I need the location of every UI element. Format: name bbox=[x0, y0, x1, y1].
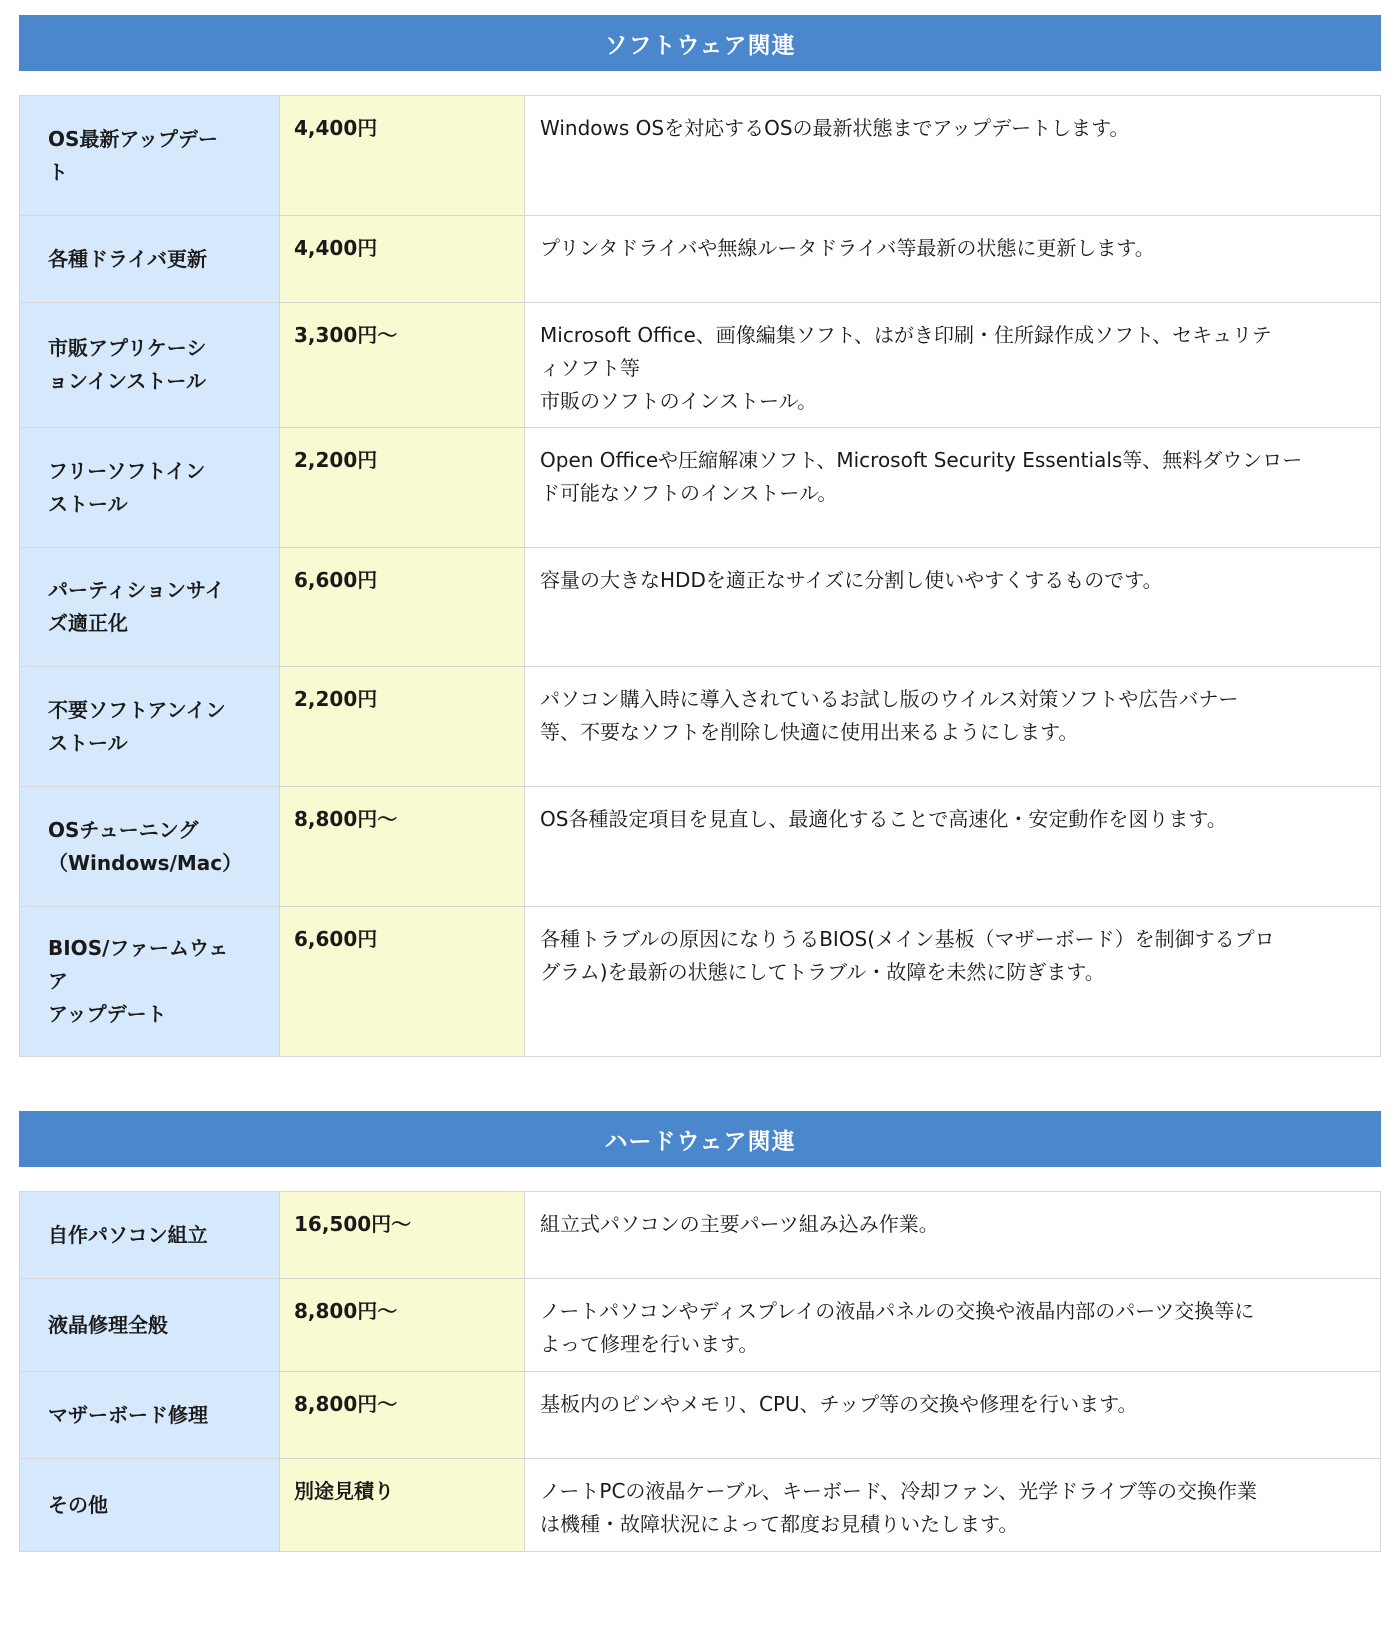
description-text: ノートPCの液晶ケーブル、キーボード、冷却ファン、光学ドライブ等の交換作業 は機種・故障状況によって都度お見積りいたします。 bbox=[540, 1479, 1258, 1536]
table-row bbox=[20, 216, 1381, 303]
description-cell bbox=[525, 1459, 1381, 1552]
price-cell bbox=[280, 1279, 525, 1372]
service-name-cell bbox=[20, 428, 280, 548]
table-row bbox=[20, 1459, 1381, 1552]
service-name: 不要ソフトアンイン ストール bbox=[48, 697, 226, 755]
description-text: 容量の大きなHDDを適正なサイズに分割し使いやすくするものです。 bbox=[540, 568, 1163, 592]
table-row bbox=[20, 1279, 1381, 1372]
price-cell bbox=[280, 303, 525, 428]
price-cell bbox=[280, 1192, 525, 1279]
price-value: 3,300円〜 bbox=[294, 323, 398, 347]
description-text: パソコン購入時に導入されているお試し版のウイルス対策ソフトや広告バナー 等、不要なソフトを削除し快適に使用出来るようにします。 bbox=[540, 687, 1239, 744]
service-name: マザーボード修理 bbox=[48, 1402, 208, 1427]
description-text: プリンタドライバや無線ルータドライバ等最新の状態に更新します。 bbox=[540, 236, 1155, 260]
service-name-cell bbox=[20, 96, 280, 216]
price-value: 8,800円〜 bbox=[294, 1299, 398, 1323]
service-name-cell bbox=[20, 667, 280, 787]
description-text: Windows OSを対応するOSの最新状態までアップデートします。 bbox=[540, 116, 1130, 140]
price-value: 2,200円 bbox=[294, 687, 378, 711]
description-text: 組立式パソコンの主要パーツ組み込み作業。 bbox=[540, 1212, 939, 1236]
description-text: ノートパソコンやディスプレイの液晶パネルの交換や液晶内部のパーツ交換等に よって修理を行います。 bbox=[540, 1299, 1255, 1356]
price-cell bbox=[280, 1372, 525, 1459]
table-row bbox=[20, 428, 1381, 548]
description-text: Microsoft Office、画像編集ソフト、はがき印刷・住所録作成ソフト、セキュリテ ィソフト等 市販のソフトのインストール。 bbox=[540, 323, 1272, 413]
table-row bbox=[20, 1372, 1381, 1459]
price-value: 8,800円〜 bbox=[294, 807, 398, 831]
price-cell bbox=[280, 1459, 525, 1552]
service-name-cell bbox=[20, 787, 280, 907]
service-name-cell bbox=[20, 1192, 280, 1279]
price-value: 4,400円 bbox=[294, 116, 378, 140]
description-cell bbox=[525, 667, 1381, 787]
service-name-cell bbox=[20, 1372, 280, 1459]
service-name: BIOS/ファームウェ ア アップデート bbox=[48, 936, 229, 1026]
price-value: 16,500円〜 bbox=[294, 1212, 412, 1236]
description-cell bbox=[525, 907, 1381, 1057]
service-name-cell bbox=[20, 1279, 280, 1372]
service-name: その他 bbox=[48, 1492, 108, 1517]
description-cell bbox=[525, 96, 1381, 216]
description-text: Open Officeや圧縮解凍ソフト、Microsoft Security Essentials等、無料ダウンロー ド可能なソフトのインストール。 bbox=[540, 448, 1303, 505]
table-row bbox=[20, 1192, 1381, 1279]
service-name-cell bbox=[20, 216, 280, 303]
description-text: OS各種設定項目を見直し、最適化することで高速化・安定動作を図ります。 bbox=[540, 807, 1227, 831]
description-text: 基板内のピンやメモリ、CPU、チップ等の交換や修理を行います。 bbox=[540, 1392, 1138, 1416]
price-cell bbox=[280, 548, 525, 667]
price-value: 6,600円 bbox=[294, 927, 378, 951]
service-name-cell bbox=[20, 907, 280, 1057]
description-cell bbox=[525, 1192, 1381, 1279]
table-row bbox=[20, 548, 1381, 667]
description-cell bbox=[525, 428, 1381, 548]
service-name: 自作パソコン組立 bbox=[48, 1222, 208, 1247]
description-text: 各種トラブルの原因になりうるBIOS(メイン基板（マザーボード）を制御するプロ グラム)を最新の状態にしてトラブル・故障を未然に防ぎます。 bbox=[540, 927, 1275, 984]
service-name-cell bbox=[20, 303, 280, 428]
software-section-header: ソフトウェア関連 bbox=[19, 15, 1381, 71]
service-name-cell bbox=[20, 548, 280, 667]
table-row bbox=[20, 907, 1381, 1057]
price-value: 4,400円 bbox=[294, 236, 378, 260]
price-cell bbox=[280, 216, 525, 303]
table-row bbox=[20, 303, 1381, 428]
description-cell bbox=[525, 1372, 1381, 1459]
service-name-cell bbox=[20, 1459, 280, 1552]
service-name: 市販アプリケーシ ョンインストール bbox=[48, 336, 207, 393]
description-cell bbox=[525, 548, 1381, 667]
service-name: フリーソフトイン ストール bbox=[48, 458, 206, 516]
table-row bbox=[20, 787, 1381, 907]
service-name: パーティションサイ ズ適正化 bbox=[48, 578, 225, 635]
hardware-price-table bbox=[19, 1191, 1381, 1552]
table-row bbox=[20, 667, 1381, 787]
description-cell bbox=[525, 303, 1381, 428]
price-value: 8,800円〜 bbox=[294, 1392, 398, 1416]
price-cell bbox=[280, 667, 525, 787]
price-cell bbox=[280, 907, 525, 1057]
service-name: 各種ドライバ更新 bbox=[48, 246, 207, 271]
price-cell bbox=[280, 787, 525, 907]
description-cell bbox=[525, 787, 1381, 907]
price-cell bbox=[280, 96, 525, 216]
price-value: 6,600円 bbox=[294, 568, 378, 592]
table-row bbox=[20, 96, 1381, 216]
software-price-table bbox=[19, 95, 1381, 1057]
description-cell bbox=[525, 1279, 1381, 1372]
service-name: OSチューニング （Windows/Mac） bbox=[48, 817, 243, 875]
hardware-section-header: ハードウェア関連 bbox=[19, 1111, 1381, 1167]
description-cell bbox=[525, 216, 1381, 303]
price-value: 2,200円 bbox=[294, 448, 378, 472]
service-name: 液晶修理全般 bbox=[48, 1312, 168, 1337]
price-cell bbox=[280, 428, 525, 548]
price-value: 別途見積り bbox=[294, 1479, 394, 1503]
service-name: OS最新アップデー ト bbox=[48, 126, 219, 184]
